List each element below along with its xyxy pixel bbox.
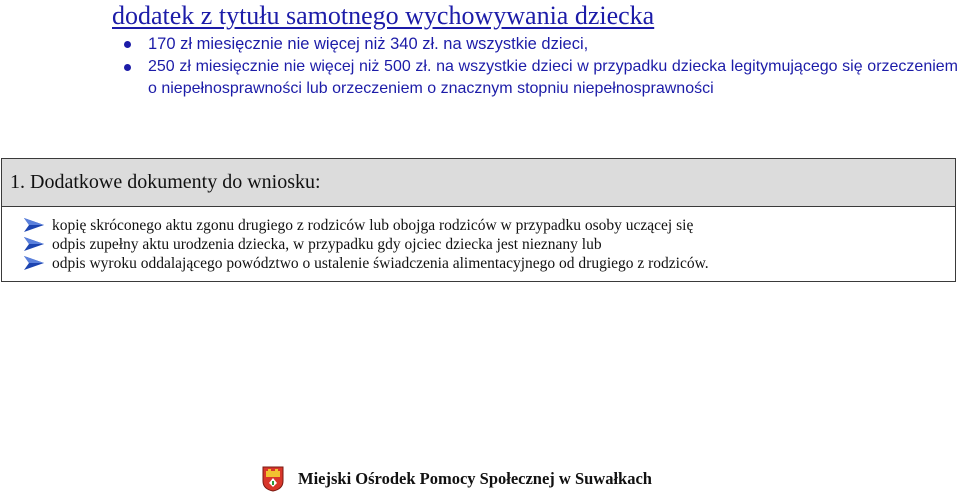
allowance-amounts-list (118, 33, 958, 100)
list-item (118, 56, 958, 100)
list-item-text: kopię skróconego aktu zgonu drugiego z rodziców lub obojga rodziców w przypadku osoby uczącej się (52, 217, 694, 234)
list-item-text: 170 zł miesięcznie nie więcej niż 340 zł. na wszystkie dzieci, (148, 35, 589, 53)
arrowhead-icon (24, 218, 44, 232)
city-crest-icon (262, 466, 284, 492)
list-item-text: odpis wyroku oddalającego powództwo o ustalenie świadczenia alimentacyjnego od drugiego z rodziców. (52, 255, 709, 272)
list-item (24, 216, 709, 235)
documents-panel (1, 158, 956, 282)
documents-list (24, 216, 709, 273)
arrowhead-icon (24, 237, 44, 251)
footer (262, 466, 652, 492)
list-item (24, 254, 709, 273)
section-heading: dodatek z tytułu samotnego wychowywania dziecka (112, 1, 655, 30)
list-item (24, 235, 709, 254)
list-item-text: odpis zupełny aktu urodzenia dziecka, w przypadku gdy ojciec dziecka jest nieznany lub (52, 236, 602, 253)
panel-title: 1. Dodatkowe dokumenty do wniosku: (2, 159, 955, 207)
arrowhead-icon (24, 256, 44, 270)
bullet-icon (124, 41, 131, 48)
organization-name: Miejski Ośrodek Pomocy Społecznej w Suwałkach (298, 469, 652, 488)
bullet-icon (124, 64, 131, 71)
list-item-text: 250 zł miesięcznie nie więcej niż 500 zł. na wszystkie dzieci w przypadku dziecka legitymującego się orzeczeniem o niepełnosprawności lub orzeczeniem o znacznym stopniu niepełnosprawności (148, 58, 958, 97)
list-item (118, 33, 958, 55)
